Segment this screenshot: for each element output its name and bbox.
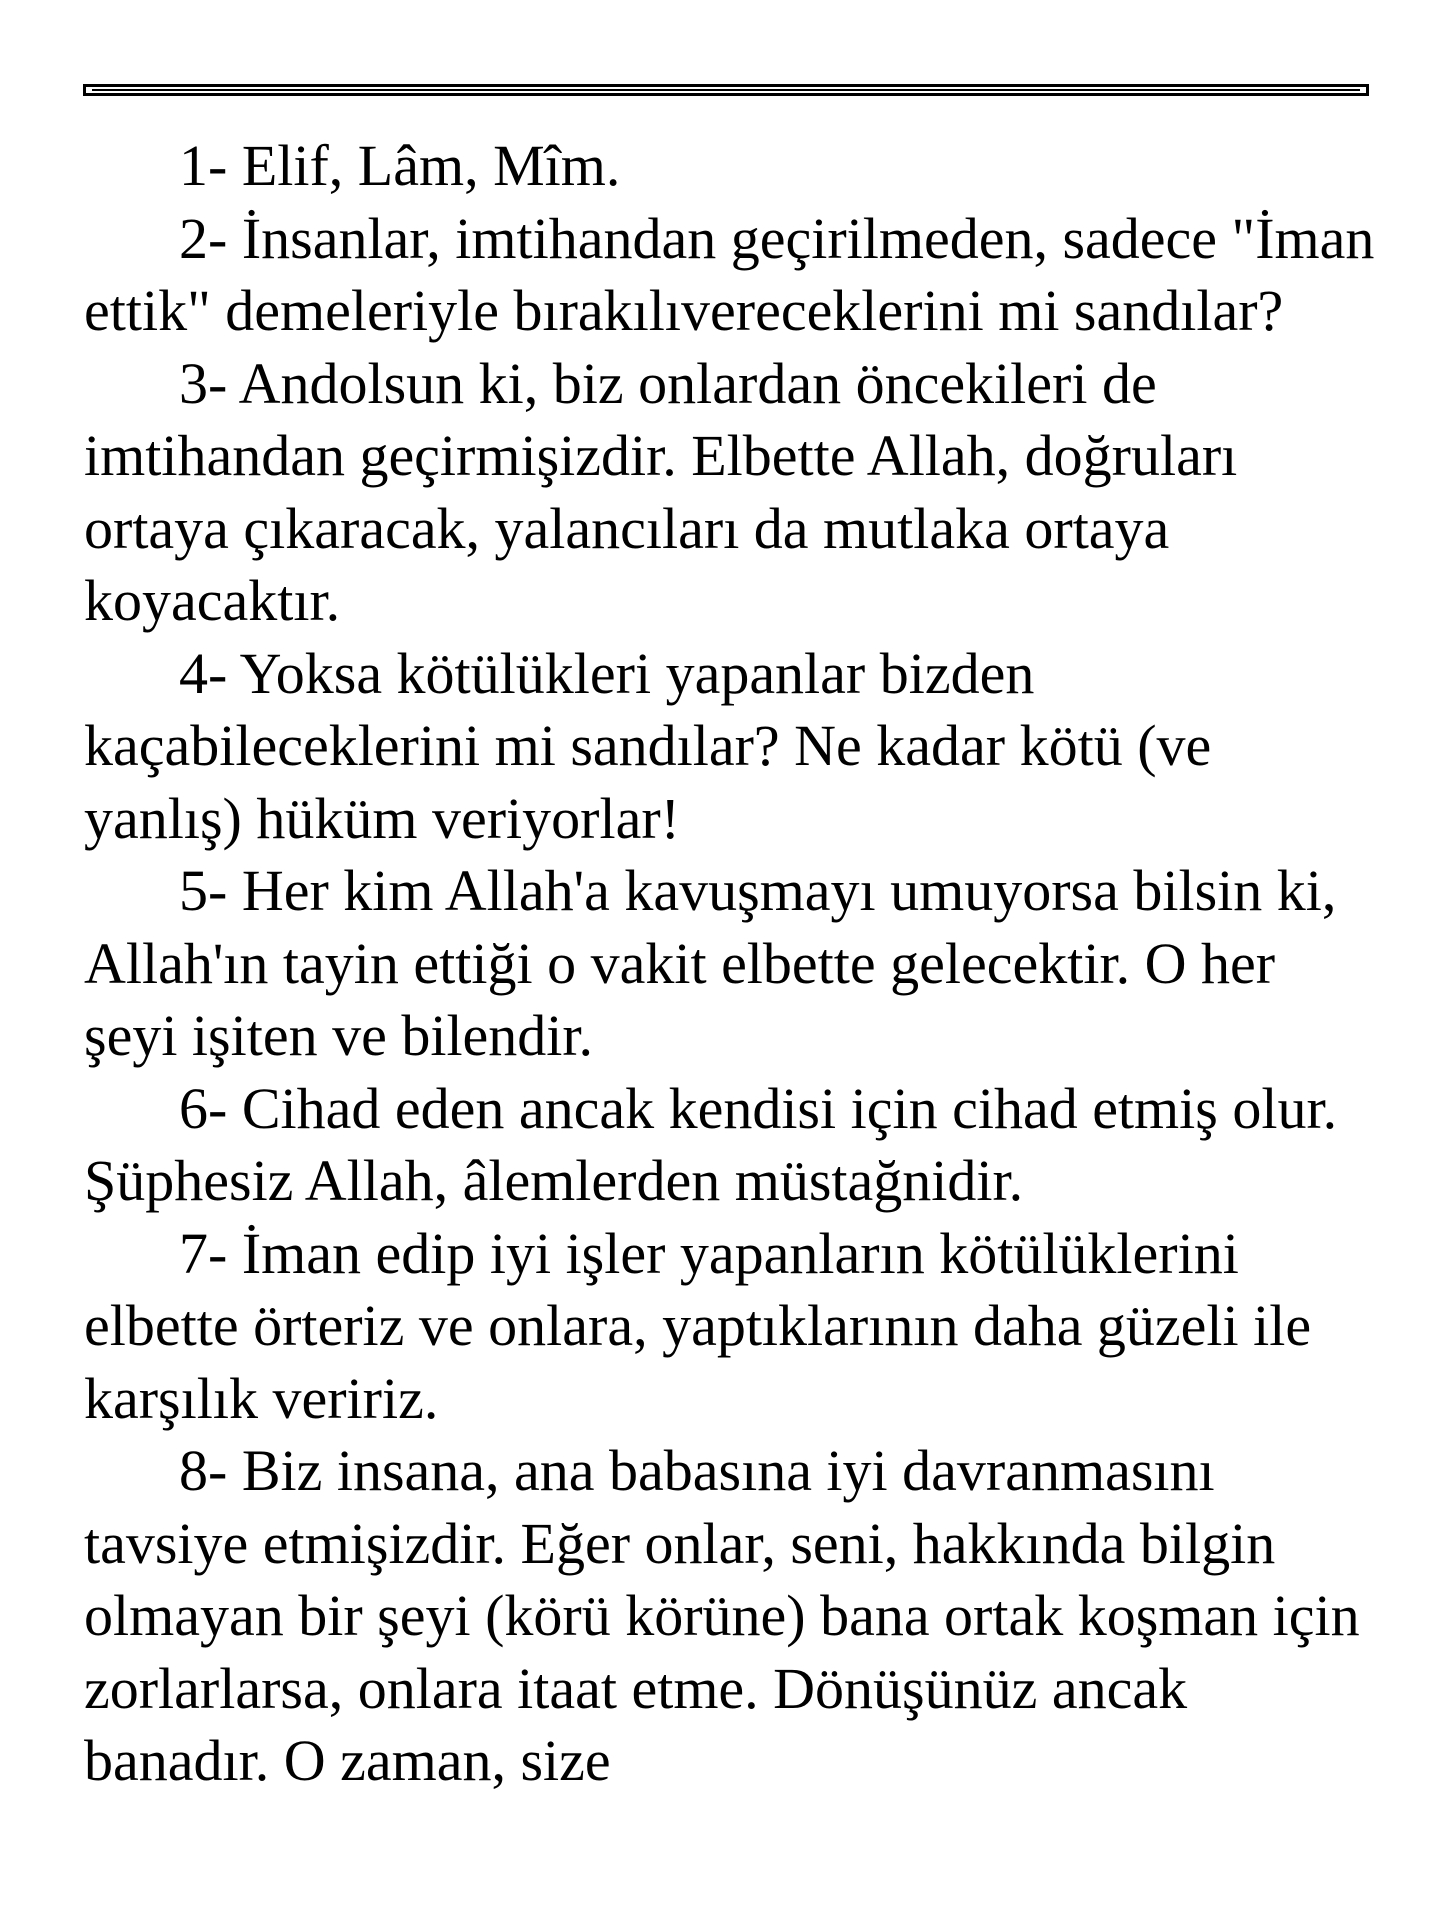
verse-3: 3- Andolsun ki, biz onlardan öncekileri de imtihandan geçirmişizdir. Elbette Allah, doğruları ortaya çıkaracak, yalancıları da mutlaka ortaya koyacaktır. <box>84 350 1238 633</box>
verse-4: 4- Yoksa kötülükleri yapanlar bizden kaçabileceklerini mi sandılar? Ne kadar kötü (ve yanlış) hüküm veriyorlar! <box>84 640 1212 851</box>
verse-2: 2- İnsanlar, imtihandan geçirilmeden, sadece "İman ettik" demeleriyle bırakılıvereceklerini mi sandılar? <box>84 205 1375 343</box>
header-rule <box>83 84 1369 96</box>
verse-5: 5- Her kim Allah'a kavuşmayı umuyorsa bilsin ki, Allah'ın tayin ettiği o vakit elbette gelecektir. O her şeyi işiten ve bilendir. <box>84 858 1337 1068</box>
verse-list <box>84 130 1380 1798</box>
verse-1: 1- Elif, Lâm, Mîm. <box>179 133 621 198</box>
verse-7: 7- İman edip iyi işler yapanların kötülüklerini elbette örteriz ve onlara, yaptıklarının daha güzeli ile karşılık veririz. <box>84 1220 1312 1431</box>
verse-6: 6- Cihad eden ancak kendisi için cihad etmiş olur. Şüphesiz Allah, âlemlerden müstağnidir. <box>84 1075 1338 1213</box>
verse-8: 8- Biz insana, ana babasına iyi davranmasını tavsiye etmişizdir. Eğer onlar, seni, hakkında bilgin olmayan bir şeyi (körü körüne) bana ortak koşman için zorlarlarsa, onlara itaat etme. Dönüşünüz ancak banadır. O zaman, size <box>84 1438 1360 1793</box>
